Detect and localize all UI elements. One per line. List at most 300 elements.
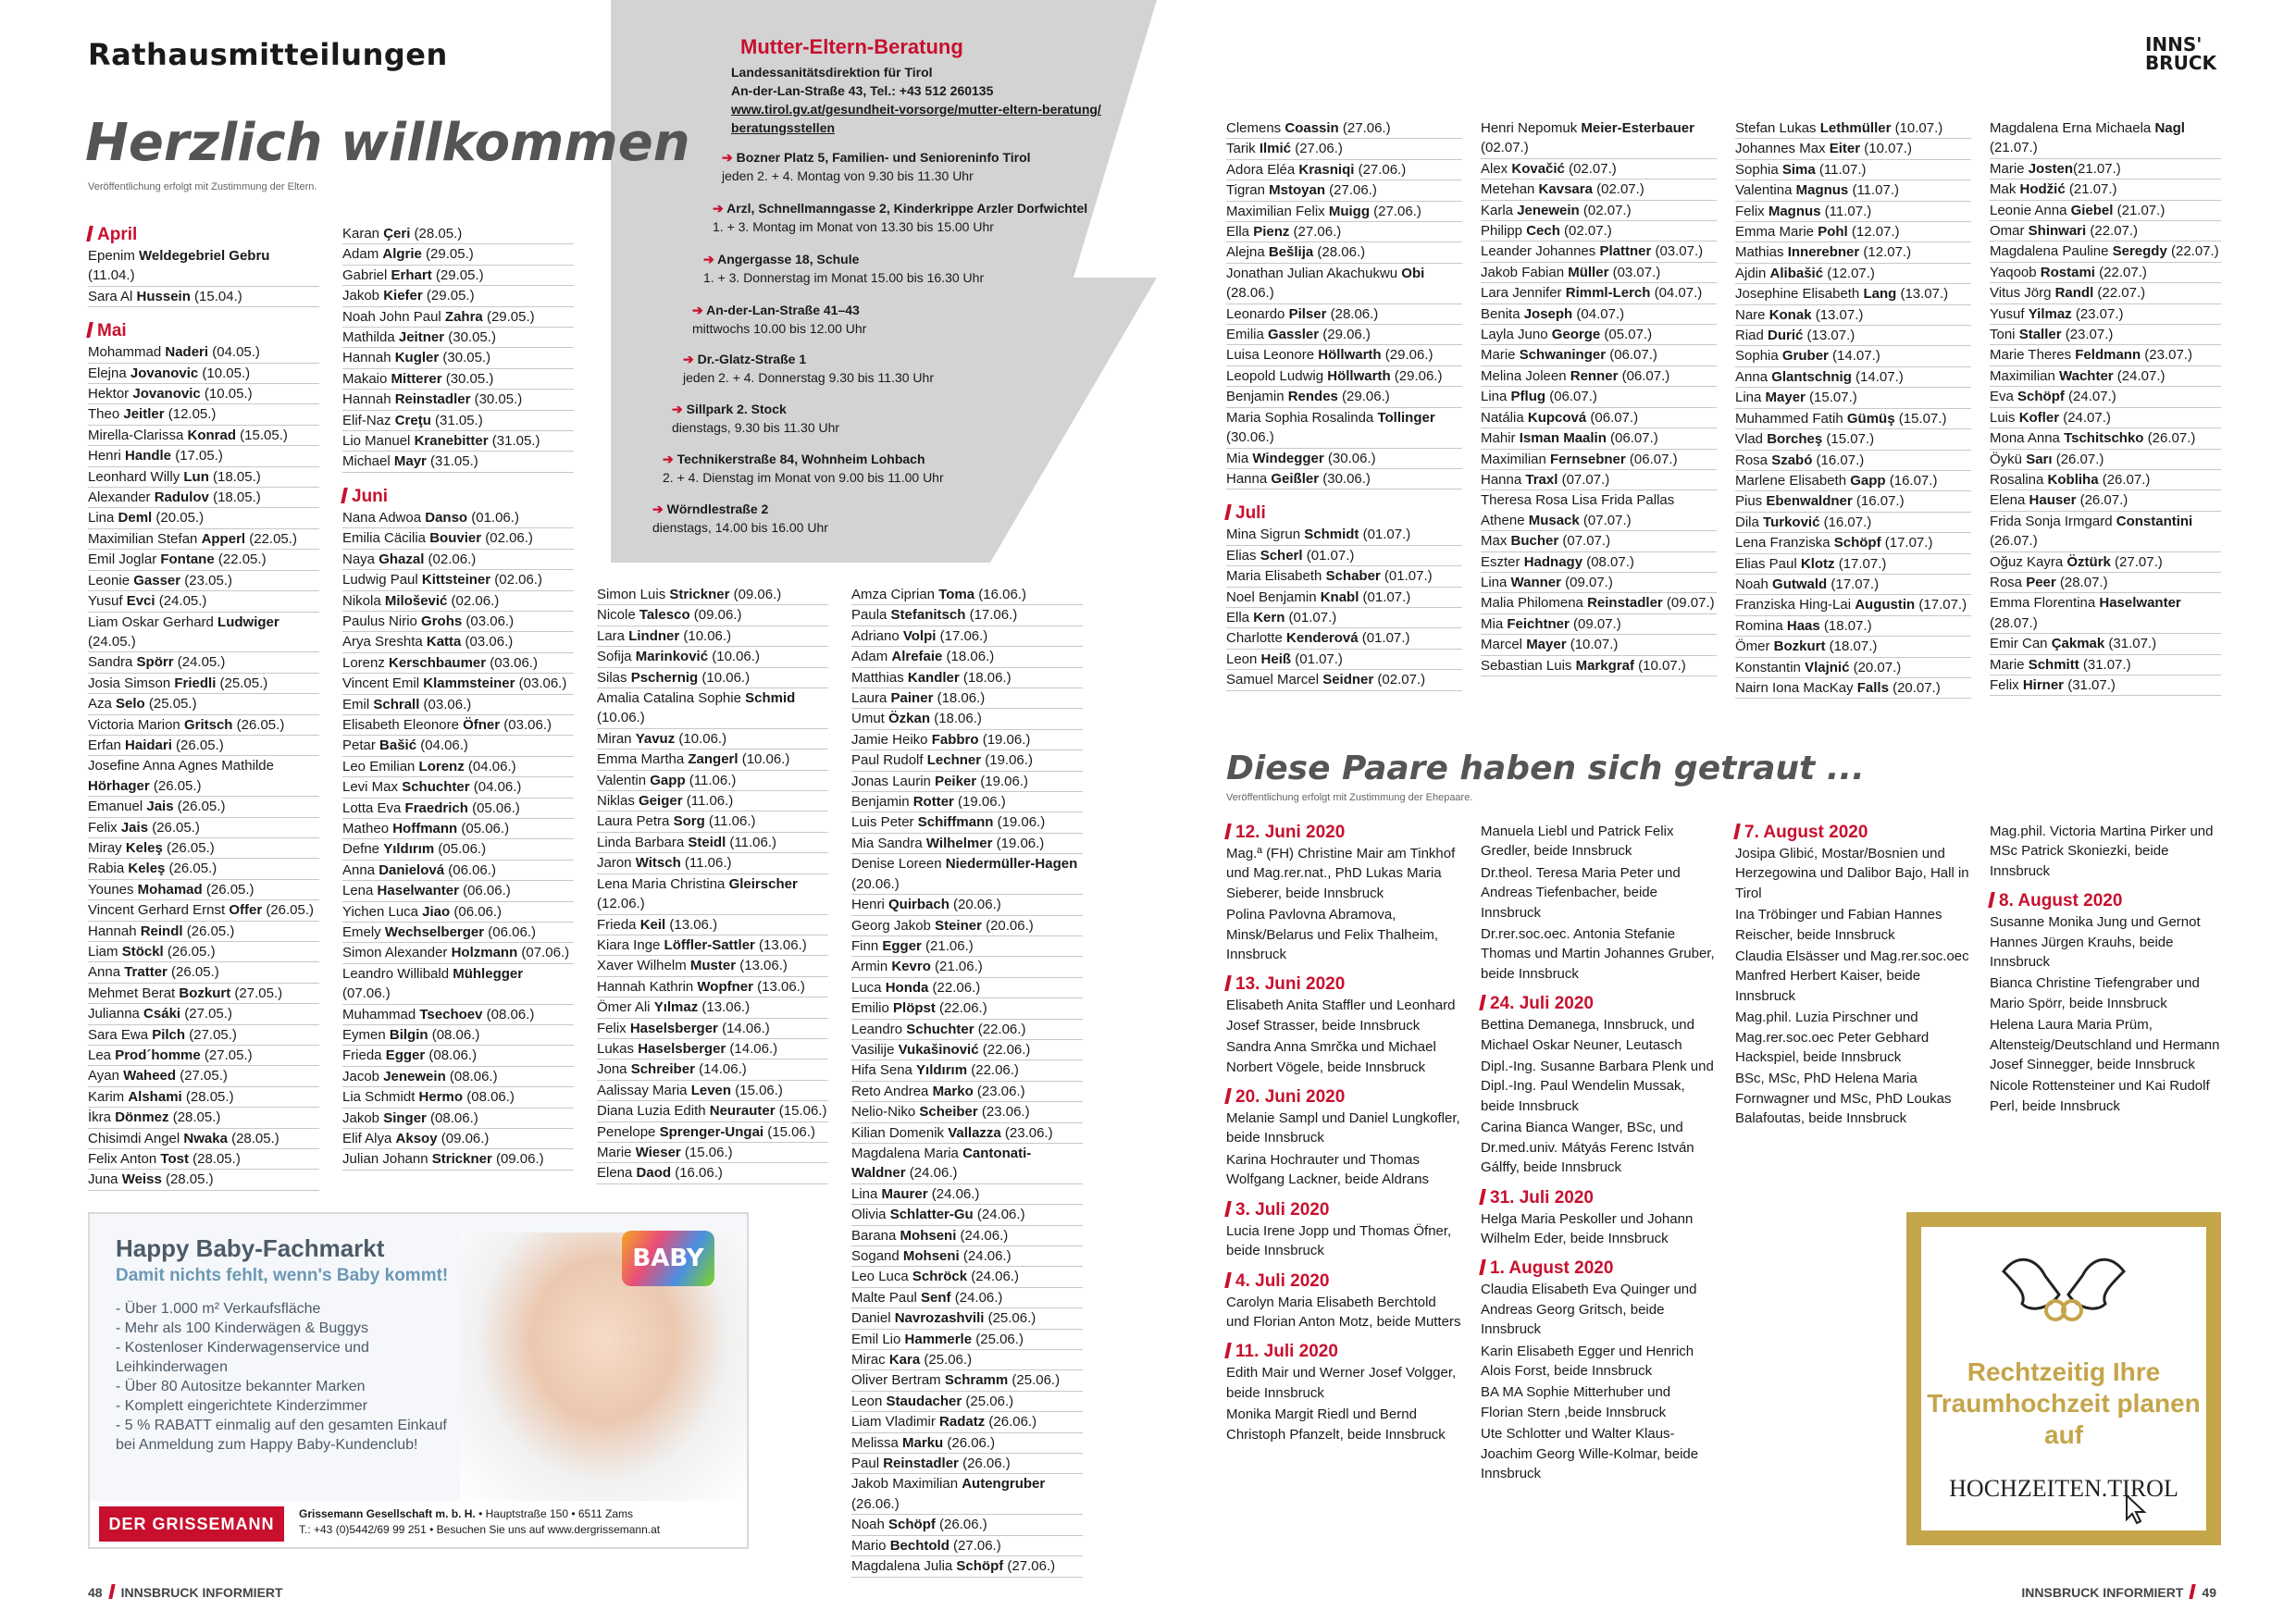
birth-entry: Adora Eléa Krasniqi (27.06.)	[1226, 160, 1462, 180]
birth-entry: Lina Wanner (09.07.)	[1481, 573, 1717, 593]
birth-entry: Silas Pschernig (10.06.)	[597, 668, 828, 688]
birth-entry: Marie Theres Feldmann (23.07.)	[1990, 345, 2221, 365]
wedding-date-heading: 3. Juli 2020	[1226, 1199, 1462, 1221]
births-note: Veröffentlichung erfolgt mit Zustimmung der Eltern.	[88, 181, 317, 192]
birth-entry: Magdalena Erna Michaela Nagl (21.07.)	[1990, 118, 2221, 159]
wedding-entry: Nicole Rottensteiner und Kai Rudolf Perl, beide Innsbruck	[1990, 1078, 2210, 1114]
grissemann-logo: DER GRISSEMANN	[99, 1506, 284, 1542]
wedding-entry: Manuela Liebl und Patrick Felix Gredler, beide Innsbruck	[1481, 824, 1674, 860]
birth-entry: Noah Gutwald (17.07.)	[1735, 575, 1971, 595]
birth-entry: Hifa Sena Yıldırım (22.06.)	[851, 1060, 1083, 1081]
birth-entry: Benita Joseph (04.07.)	[1481, 304, 1717, 325]
birth-entry: Hannah Reindl (26.05.)	[88, 922, 319, 942]
birth-entry: Lena Haselwanter (06.06.)	[342, 881, 574, 901]
birth-entry: Leonhard Willy Lun (18.05.)	[88, 467, 319, 488]
birth-entry: Laura Petra Sorg (11.06.)	[597, 812, 828, 832]
month-heading: Mai	[88, 320, 319, 342]
month-heading: April	[88, 224, 319, 246]
cursor-icon	[2125, 1493, 2149, 1525]
birth-entry: Riad Durić (13.07.)	[1735, 326, 1971, 346]
birth-entry: Younes Mohamad (26.05.)	[88, 880, 319, 900]
wedding-entry: Ina Tröbinger und Fabian Hannes Reischer, beide Innsbruck	[1735, 907, 1942, 943]
wedding-entry: Edith Mair und Werner Josef Volgger, beide Innsbruck	[1226, 1365, 1457, 1401]
birth-entry: Lina Deml (20.05.)	[88, 508, 319, 528]
birth-entry: Sogand Mohseni (24.06.)	[851, 1246, 1083, 1267]
wedding-entry: Elisabeth Anita Staffler und Leonhard Josef Strasser, beide Innsbruck	[1226, 997, 1456, 1034]
wedding-entry: Helga Maria Peskoller und Johann Wilhelm Eder, beide Innsbruck	[1481, 1210, 1694, 1246]
birth-entry: Kiara Inge Löffler-Sattler (13.06.)	[597, 935, 828, 956]
beratung-link[interactable]: www.tirol.gv.at/gesundheit-vorsorge/mutter-eltern-beratung/	[731, 102, 1101, 117]
ad-feature: - Kostenloser Kinderwagenservice und Leihkinderwagen	[116, 1338, 467, 1377]
births-column-8	[1990, 118, 2221, 696]
location-time: dienstags, 9.30 bis 11.30 Uhr	[672, 420, 840, 435]
birth-entry: Tigran Mstoyan (27.06.)	[1226, 180, 1462, 201]
birth-entry: Rosa Szabó (16.07.)	[1735, 451, 1971, 471]
birth-entry: Mak Hodžić (21.07.)	[1990, 180, 2221, 200]
birth-entry: Vincent Gerhard Ernst Offer (26.05.)	[88, 900, 319, 921]
birth-entry: Josephine Elisabeth Lang (13.07.)	[1735, 284, 1971, 304]
weddings-note: Veröffentlichung erfolgt mit Zustimmung der Ehepaare.	[1226, 792, 1473, 803]
birth-entry: Lotta Eva Fraedrich (05.06.)	[342, 799, 574, 819]
location-time: dienstags, 14.00 bis 16.00 Uhr	[652, 520, 828, 535]
birth-entry: Diana Luzia Edith Neurauter (15.06.)	[597, 1101, 828, 1121]
birth-entry: Ludwig Paul Kittsteiner (02.06.)	[342, 570, 574, 590]
birth-entry: Gabriel Erhart (29.05.)	[342, 266, 574, 286]
birth-entry: Emil Lio Hammerle (25.06.)	[851, 1330, 1083, 1350]
birth-entry: Öykü Sarı (26.07.)	[1990, 450, 2221, 470]
birth-entry: Elejna Jovanovic (10.05.)	[88, 364, 319, 384]
birth-entry: Lena Franziska Schöpf (17.07.)	[1735, 533, 1971, 553]
birth-entry: Paula Stefanitsch (17.06.)	[851, 605, 1083, 626]
birth-entry: Hannah Reinstadler (30.05.)	[342, 390, 574, 410]
birth-entry: Leandro Willibald Mühlegger (07.06.)	[342, 964, 574, 1005]
birth-entry: Sara Ewa Pilch (27.05.)	[88, 1025, 319, 1046]
birth-entry: Lia Schmidt Hermo (08.06.)	[342, 1087, 574, 1108]
wedding-entry: Mag.ª (FH) Christine Mair am Tinkhof und Mag.rer.nat., PhD Lukas Maria Sieberer, beide Innsbruck	[1226, 846, 1456, 901]
birth-entry: Adam Algrie (29.05.)	[342, 244, 574, 265]
birth-entry: Emilia Gassler (29.06.)	[1226, 325, 1462, 345]
birth-entry: Valentin Gapp (11.06.)	[597, 771, 828, 791]
birth-entry: Dila Turković (16.07.)	[1735, 513, 1971, 533]
birth-entry: Johannes Max Eiter (10.07.)	[1735, 139, 1971, 159]
birth-entry: Jaron Witsch (11.06.)	[597, 853, 828, 873]
birth-entry: Emilio Plöpst (22.06.)	[851, 998, 1083, 1019]
beratung-link-2[interactable]: beratungsstellen	[731, 120, 836, 135]
birth-entry: Karla Jenewein (02.07.)	[1481, 201, 1717, 221]
birth-entry: Victoria Marion Gritsch (26.05.)	[88, 715, 319, 736]
birth-entry: Nicole Talesco (09.06.)	[597, 605, 828, 626]
birth-entry: Nare Konak (13.07.)	[1735, 305, 1971, 326]
birth-entry: Mirac Kara (25.06.)	[851, 1350, 1083, 1370]
beratung-title: Mutter-Eltern-Beratung	[740, 35, 963, 58]
birth-entry: Marie Wieser (15.06.)	[597, 1143, 828, 1163]
birth-entry: Lina Pflug (06.07.)	[1481, 387, 1717, 407]
birth-entry: Liam Stöckl (26.05.)	[88, 942, 319, 962]
births-column-4	[851, 585, 1083, 1578]
wedding-entry: BA MA Sophie Mitterhuber und Florian Stern ,beide Innsbruck	[1481, 1384, 1671, 1420]
birth-entry: Emma Marie Pohl (12.07.)	[1735, 222, 1971, 242]
births-column-3	[597, 585, 828, 1184]
footer-left: 48 INNSBRUCK INFORMIERT	[88, 1585, 283, 1600]
birth-entry: Kilian Domenik Vallazza (23.06.)	[851, 1123, 1083, 1144]
birth-entry: Mathias Innerebner (12.07.)	[1735, 242, 1971, 263]
location-time: jeden 2. + 4. Montag von 9.30 bis 11.30 Uhr	[722, 168, 974, 183]
ad-features	[116, 1299, 467, 1455]
birth-entry: Simon Luis Strickner (09.06.)	[597, 585, 828, 605]
birth-entry: Maximilian Wachter (24.07.)	[1990, 366, 2221, 387]
birth-entry: Marie Josten(21.07.)	[1990, 159, 2221, 180]
wedding-date-heading: 1. August 2020	[1481, 1258, 1717, 1280]
wedding-entry: Mag.phil. Victoria Martina Pirker und MSc Patrick Skoniezki, beide Innsbruck	[1990, 824, 2214, 879]
birth-entry: Petar Bašić (04.06.)	[342, 736, 574, 756]
birth-entry: Elif Alya Aksoy (09.06.)	[342, 1129, 574, 1149]
birth-entry: Elif-Naz Creţu (31.05.)	[342, 411, 574, 431]
beratung-location	[663, 450, 1061, 487]
birth-entry: Armin Kevro (21.06.)	[851, 957, 1083, 977]
beratung-location	[703, 250, 1101, 287]
birth-entry: Lea Prod´homme (27.05.)	[88, 1046, 319, 1066]
birth-entry: Anna Danielová (06.06.)	[342, 861, 574, 881]
weddings-column-2	[1481, 822, 1717, 1485]
birth-entry: Leopold Ludwig Höllwarth (29.06.)	[1226, 366, 1462, 387]
birth-entry: Finn Egger (21.06.)	[851, 936, 1083, 957]
birth-entry: Elias Scherl (01.07.)	[1226, 546, 1462, 566]
birth-entry: Aza Selo (25.05.)	[88, 694, 319, 714]
birth-entry: Emma Florentina Haselwanter (28.07.)	[1990, 593, 2221, 634]
birth-entry: Nana Adwoa Danso (01.06.)	[342, 508, 574, 528]
happy-baby-ad[interactable]	[88, 1212, 749, 1549]
birth-entry: Naya Ghazal (02.06.)	[342, 550, 574, 570]
location-name: ➔ Bozner Platz 5, Familien- und Senioreninfo Tirol	[722, 148, 1120, 167]
birth-entry: Adam Alrefaie (18.06.)	[851, 647, 1083, 667]
birth-entry: Theo Jeitler (12.05.)	[88, 404, 319, 425]
location-time: 1. + 3. Montag im Monat von 13.30 bis 15.00 Uhr	[713, 219, 994, 234]
birth-entry: Eymen Bilgin (08.06.)	[342, 1025, 574, 1046]
birth-entry: Mathilda Jeitner (30.05.)	[342, 328, 574, 348]
wedding-date-heading: 11. Juli 2020	[1226, 1341, 1462, 1363]
birth-entry: Mina Sigrun Schmidt (01.07.)	[1226, 525, 1462, 545]
birth-entry: Benjamin Rendes (29.06.)	[1226, 387, 1462, 407]
birth-entry: Elisabeth Eleonore Öfner (03.06.)	[342, 715, 574, 736]
birth-entry: Amza Ciprian Toma (16.06.)	[851, 585, 1083, 605]
birth-entry: Jakob Fabian Müller (03.07.)	[1481, 263, 1717, 283]
wedding-entry: Claudia Elisabeth Eva Quinger und Andreas Georg Gritsch, beide Innsbruck	[1481, 1282, 1697, 1338]
birth-entry: Frida Sonja Irmgard Constantini (26.07.)	[1990, 512, 2221, 552]
innsbruck-logo: INNS' BRUCK	[2144, 33, 2216, 74]
birth-entry: Marcel Mayer (10.07.)	[1481, 635, 1717, 655]
birth-entry: Makaio Mitterer (30.05.)	[342, 369, 574, 390]
wedding-date-heading: 24. Juli 2020	[1481, 993, 1717, 1015]
birth-entry: Felix Hirner (31.07.)	[1990, 675, 2221, 696]
birth-entry: Hannah Kugler (30.05.)	[342, 348, 574, 368]
birth-entry: Adriano Volpi (17.06.)	[851, 626, 1083, 647]
birth-entry: Julian Johann Strickner (09.06.)	[342, 1149, 574, 1170]
birth-entry: Valentina Magnus (11.07.)	[1735, 180, 1971, 201]
birth-entry: Anna Glantschnig (14.07.)	[1735, 367, 1971, 388]
birth-entry: Pius Ebenwaldner (16.07.)	[1735, 491, 1971, 512]
birth-entry: Marie Schwaninger (06.07.)	[1481, 345, 1717, 365]
birth-entry: Noah John Paul Zahra (29.05.)	[342, 307, 574, 328]
births-column-5	[1226, 118, 1462, 691]
birth-entry: Franziska Hing-Lai Augustin (17.07.)	[1735, 595, 1971, 615]
location-name: ➔ Technikerstraße 84, Wohnheim Lohbach	[663, 450, 1061, 468]
birth-entry: Eszter Hadnagy (08.07.)	[1481, 552, 1717, 573]
weddings-column-4	[1990, 822, 2221, 1118]
birth-entry: Magdalena Julia Schöpf (27.06.)	[851, 1556, 1083, 1577]
birth-entry: Omar Shinwari (22.07.)	[1990, 221, 2221, 242]
ad-subtitle: Damit nichts fehlt, wenn's Baby kommt!	[116, 1266, 449, 1285]
birth-entry: Paulus Nirio Grohs (03.06.)	[342, 612, 574, 632]
wedding-entry: Claudia Elsässer und Mag.rer.soc.oec Manfred Herbert Kaiser, beide Innsbruck	[1735, 948, 1969, 1004]
birth-entry: Luis Peter Schiffmann (19.06.)	[851, 812, 1083, 833]
birth-entry: Liam Oskar Gerhard Ludwiger (24.05.)	[88, 613, 319, 653]
hochzeiten-tirol-ad[interactable]	[1906, 1212, 2221, 1545]
birth-entry: Levi Max Schuchter (04.06.)	[342, 777, 574, 798]
birth-entry: Lara Lindner (10.06.)	[597, 626, 828, 647]
birth-entry: Emanuel Jais (26.05.)	[88, 797, 319, 817]
birth-entry: Elena Daod (16.06.)	[597, 1163, 828, 1183]
wedding-entry: Carina Bianca Wanger, BSc, und Dr.med.univ. Mátyás Ferenc István Gálffy, beide Innsbruck	[1481, 1120, 1694, 1176]
ad-feature: - Komplett eingerichtete Kinderzimmer	[116, 1396, 467, 1416]
weddings-column-1	[1226, 822, 1462, 1446]
birth-entry: Noel Benjamin Knabl (01.07.)	[1226, 588, 1462, 608]
birth-entry: Epenim Weldegebriel Gebru (11.04.)	[88, 246, 319, 287]
birth-entry: Noah Schöpf (26.06.)	[851, 1515, 1083, 1535]
birth-entry: Vlad Borcheş (15.07.)	[1735, 429, 1971, 450]
birth-entry: Emir Can Çakmak (31.07.)	[1990, 634, 2221, 654]
wedding-entry: Mag.phil. Luzia Pirschner und Mag.rer.soc.oec Peter Gebhard Hackspiel, beide Innsbruck	[1735, 1010, 1930, 1066]
ad-feature: - Mehr als 100 Kinderwägen & Buggys	[116, 1319, 467, 1338]
wedding-entry: Bettina Demanega, Innsbruck, und Michael Oskar Neuner, Leutasch	[1481, 1017, 1694, 1053]
birth-entry: Melissa Marku (26.06.)	[851, 1433, 1083, 1454]
wedding-date-heading: 12. Juni 2020	[1226, 822, 1462, 844]
birth-entry: Toni Staller (23.07.)	[1990, 325, 2221, 345]
birth-entry: Jacob Jenewein (08.06.)	[342, 1067, 574, 1087]
birth-entry: Vasilije Vukašinović (22.06.)	[851, 1040, 1083, 1060]
birth-entry: Jakob Singer (08.06.)	[342, 1109, 574, 1129]
birth-entry: Leon Heiß (01.07.)	[1226, 650, 1462, 670]
birth-entry: Vitus Jörg Randl (22.07.)	[1990, 283, 2221, 304]
birth-entry: Natália Kupcová (06.07.)	[1481, 408, 1717, 428]
birth-entry: Emil Schrall (03.06.)	[342, 695, 574, 715]
birth-entry: Michael Mayr (31.05.)	[342, 452, 574, 472]
ad-feature: - Über 80 Autositze bekannter Marken	[116, 1377, 467, 1396]
weddings-column-3	[1735, 822, 1976, 1131]
birth-entry: Layla Juno George (05.07.)	[1481, 325, 1717, 345]
birth-entry: Jakob Kiefer (29.05.)	[342, 286, 574, 306]
birth-entry: Alexander Radulov (18.05.)	[88, 488, 319, 508]
birth-entry: Maria Elisabeth Schaber (01.07.)	[1226, 566, 1462, 587]
birth-entry: Vincent Emil Klammsteiner (03.06.)	[342, 674, 574, 694]
doves-rings-icon	[1994, 1244, 2133, 1345]
wedding-entry: Josipa Glibić, Mostar/Bosnien und Herzegowina und Dalibor Bajo, Hall in Tirol	[1735, 846, 1969, 901]
location-time: 2. + 4. Dienstag im Monat von 9.00 bis 11.00 Uhr	[663, 470, 944, 485]
wedding-entry: Dr.rer.soc.oec. Antonia Stefanie Thomas und Martin Johannes Gruber, beide Innsbruck	[1481, 926, 1715, 982]
birth-entry: Luisa Leonore Höllwarth (29.06.)	[1226, 345, 1462, 365]
birth-entry: Marlene Elisabeth Gapp (16.07.)	[1735, 471, 1971, 491]
birth-entry: Paul Rudolf Lechner (19.06.)	[851, 750, 1083, 771]
birth-entry: Karim Alshami (28.05.)	[88, 1087, 319, 1108]
footer-right: INNSBRUCK INFORMIERT 49	[2021, 1585, 2216, 1600]
beratung-location	[672, 400, 1070, 437]
birth-entry: Clemens Coassin (27.06.)	[1226, 118, 1462, 139]
ad-title: Happy Baby-Fachmarkt	[116, 1234, 385, 1262]
birth-entry: Jamie Heiko Fabbro (19.06.)	[851, 730, 1083, 750]
birth-entry: Georg Jakob Steiner (20.06.)	[851, 916, 1083, 936]
birth-entry: Niklas Geiger (11.06.)	[597, 791, 828, 812]
birth-entry: Max Bucher (07.07.)	[1481, 531, 1717, 551]
birth-entry: Henri Nepomuk Meier-Esterbauer (02.07.)	[1481, 118, 1717, 159]
birth-entry: Romina Haas (18.07.)	[1735, 616, 1971, 637]
hochzeit-ad-text: Rechtzeitig Ihre Traumhochzeit planen auf	[1927, 1357, 2201, 1449]
birth-entry: Emil Joglar Fontane (22.05.)	[88, 550, 319, 570]
wedding-entry: Carolyn Maria Elisabeth Berchtold und Florian Anton Motz, beide Mutters	[1226, 1294, 1461, 1330]
birth-entry: Juna Weiss (28.05.)	[88, 1170, 319, 1190]
birth-entry: Lena Maria Christina Gleirscher (12.06.)	[597, 874, 828, 915]
birth-entry: Nikola Milošević (02.06.)	[342, 591, 574, 612]
birth-entry: Luca Honda (22.06.)	[851, 978, 1083, 998]
birth-entry: Felix Anton Tost (28.05.)	[88, 1149, 319, 1170]
birth-entry: Magdalena Maria Cantonati-Waldner (24.06.)	[851, 1144, 1083, 1184]
birth-entry: Liam Vladimir Radatz (26.06.)	[851, 1412, 1083, 1432]
birth-entry: Benjamin Rotter (19.06.)	[851, 792, 1083, 812]
birth-entry: Yaqoob Rostami (22.07.)	[1990, 263, 2221, 283]
birth-entry: Julianna Csáki (27.05.)	[88, 1004, 319, 1024]
birth-entry: Magdalena Pauline Seregdy (22.07.)	[1990, 242, 2221, 262]
birth-entry: Luis Kofler (24.07.)	[1990, 408, 2221, 428]
birth-entry: Penelope Sprenger-Ungai (15.06.)	[597, 1122, 828, 1143]
location-name: ➔ Sillpark 2. Stock	[672, 400, 1070, 418]
births-column-2	[342, 224, 574, 1171]
birth-entry: Sara Al Hussein (15.04.)	[88, 287, 319, 307]
beratung-location	[692, 301, 1090, 338]
birth-entry: Oliver Bertram Schramm (25.06.)	[851, 1370, 1083, 1391]
birth-entry: Felix Jais (26.05.)	[88, 818, 319, 838]
location-name: ➔ An-der-Lan-Straße 41–43	[692, 301, 1090, 319]
month-heading: Juni	[342, 486, 574, 508]
birth-entry: Miran Yavuz (10.06.)	[597, 729, 828, 750]
birth-entry: Ayan Waheed (27.05.)	[88, 1066, 319, 1086]
birth-entry: Leonardo Pilser (28.06.)	[1226, 304, 1462, 325]
birth-entry: Melina Joleen Renner (06.07.)	[1481, 366, 1717, 387]
wedding-entry: Polina Pavlovna Abramova, Minsk/Belarus und Felix Thalheim, Innsbruck	[1226, 907, 1438, 963]
birth-entry: Emilia Cäcilia Bouvier (02.06.)	[342, 528, 574, 549]
birth-entry: Leo Luca Schröck (24.06.)	[851, 1267, 1083, 1287]
ad-footer	[90, 1501, 747, 1547]
beratung-location	[713, 199, 1111, 236]
birth-entry: Umut Özkan (18.06.)	[851, 709, 1083, 729]
birth-entry: Denise Loreen Niedermüller-Hagen (20.06.)	[851, 854, 1083, 895]
birth-entry: Lina Maurer (24.06.)	[851, 1184, 1083, 1205]
birth-entry: Chisimdi Angel Nwaka (28.05.)	[88, 1129, 319, 1149]
birth-entry: Mia Windegger (30.06.)	[1226, 449, 1462, 469]
birth-entry: Jakob Maximilian Autengruber (26.06.)	[851, 1474, 1083, 1515]
birth-entry: Hanna Geißler (30.06.)	[1226, 469, 1462, 489]
birth-entry: Olivia Schlatter-Gu (24.06.)	[851, 1205, 1083, 1225]
location-time: mittwochs 10.00 bis 12.00 Uhr	[692, 321, 867, 336]
wedding-entry: Bianca Christine Tiefengraber und Mario Spörr, beide Innsbruck	[1990, 975, 2200, 1011]
birth-entry: Muhammed Fatih Gümüş (15.07.)	[1735, 409, 1971, 429]
birth-entry: Konstantin Vlajnić (20.07.)	[1735, 658, 1971, 678]
birth-entry: Leandro Schuchter (22.06.)	[851, 1020, 1083, 1040]
wedding-date-heading: 31. Juli 2020	[1481, 1187, 1717, 1209]
location-name: ➔ Angergasse 18, Schule	[703, 250, 1101, 268]
birth-entry: Elias Paul Klotz (17.07.)	[1735, 554, 1971, 575]
births-column-1	[88, 224, 319, 1191]
birth-entry: Marie Schmitt (31.07.)	[1990, 655, 2221, 675]
wedding-date-heading: 13. Juni 2020	[1226, 973, 1462, 996]
section-title: Rathausmitteilungen	[88, 37, 448, 72]
birth-entry: Yichen Luca Jiao (06.06.)	[342, 902, 574, 923]
birth-entry: Ömer Ali Yılmaz (13.06.)	[597, 997, 828, 1018]
birth-entry: Leo Emilian Lorenz (04.06.)	[342, 757, 574, 777]
birth-entry: Miray Keleş (26.05.)	[88, 838, 319, 859]
location-time: jeden 2. + 4. Donnerstag 9.30 bis 11.30 Uhr	[683, 370, 934, 385]
birth-entry: Lina Mayer (15.07.)	[1735, 388, 1971, 408]
beratung-contact: Landessanitätsdirektion für Tirol An-der-Lan-Straße 43, Tel.: +43 512 260135 www.tirol.gv.at/gesundheit-vorsorge/mutter-eltern-beratung/ beratungsstellen	[731, 63, 1120, 137]
birth-entry: Ömer Bozkurt (18.07.)	[1735, 637, 1971, 657]
birth-entry: Felix Haselsberger (14.06.)	[597, 1019, 828, 1039]
births-column-7	[1735, 118, 1971, 699]
location-name: ➔ Arzl, Schnellmanngasse 2, Kinderkrippe Arzler Dorfwichtel	[713, 199, 1111, 217]
birth-entry: Stefan Lukas Lethmüller (10.07.)	[1735, 118, 1971, 139]
birth-entry: Sofija Marinković (10.06.)	[597, 647, 828, 667]
birth-entry: Leon Staudacher (25.06.)	[851, 1392, 1083, 1412]
wedding-entry: Susanne Monika Jung und Gernot Hannes Jürgen Krauhs, beide Innsbruck	[1990, 914, 2201, 971]
birth-entry: Malte Paul Senf (24.06.)	[851, 1288, 1083, 1308]
wedding-entry: BSc, MSc, PhD Helena Maria Fornwagner und MSc, PhD Loukas Balafoutas, beide Innsbruck	[1735, 1071, 1952, 1127]
wedding-entry: Sandra Anna Smrčka und Michael Norbert Vögele, beide Innsbruck	[1226, 1039, 1436, 1075]
location-name: ➔ Wörndlestraße 2	[652, 500, 1050, 518]
birth-entry: Mario Bechtold (27.06.)	[851, 1536, 1083, 1556]
birth-entry: Henri Handle (17.05.)	[88, 446, 319, 466]
birth-entry: Aalissay Maria Leven (15.06.)	[597, 1081, 828, 1101]
page-number-right: 49	[2202, 1585, 2216, 1600]
birth-entry: Mia Sandra Wilhelmer (19.06.)	[851, 834, 1083, 854]
birth-entry: Arya Sreshta Katta (03.06.)	[342, 632, 574, 652]
birth-entry: Paul Reinstadler (26.06.)	[851, 1454, 1083, 1474]
birth-entry: Philipp Cech (02.07.)	[1481, 221, 1717, 242]
birth-entry: Leonie Gasser (23.05.)	[88, 571, 319, 591]
birth-entry: Frieda Keil (13.06.)	[597, 915, 828, 935]
birth-entry: Amalia Catalina Sophie Schmid (10.06.)	[597, 688, 828, 729]
birth-entry: Sophia Gruber (14.07.)	[1735, 346, 1971, 366]
birth-entry: Maria Sophia Rosalinda Tollinger (30.06.)	[1226, 408, 1462, 449]
birth-entry: Muhammad Tsechoev (08.06.)	[342, 1005, 574, 1025]
wedding-entry: Monika Margit Riedl und Bernd Christoph Pfanzelt, beide Innsbruck	[1226, 1406, 1446, 1443]
birth-entry: Karan Çeri (28.05.)	[342, 224, 574, 244]
birth-entry: Ella Pienz (27.06.)	[1226, 222, 1462, 242]
birth-entry: Metehan Kavsara (02.07.)	[1481, 180, 1717, 200]
birth-entry: Nelio-Niko Scheiber (23.06.)	[851, 1102, 1083, 1122]
birth-entry: Sandra Spörr (24.05.)	[88, 652, 319, 673]
birth-entry: Josefine Anna Agnes Mathilde Hörhager (26.05.)	[88, 756, 319, 797]
birth-entry: Yusuf Evci (24.05.)	[88, 591, 319, 612]
birth-entry: Emely Wechselberger (06.06.)	[342, 923, 574, 943]
birth-entry: Oğuz Kayra Öztürk (27.07.)	[1990, 552, 2221, 573]
birth-entry: Matthias Kandler (18.06.)	[851, 668, 1083, 688]
wedding-entry: Karina Hochrauter und Thomas Wolfgang Lackner, beide Aldrans	[1226, 1151, 1430, 1188]
birth-entry: Mohammad Naderi (04.05.)	[88, 342, 319, 363]
birth-entry: Hannah Kathrin Wopfner (13.06.)	[597, 977, 828, 997]
birth-entry: Maximilian Stefan Apperl (22.05.)	[88, 529, 319, 550]
birth-entry: Matheo Hoffmann (05.06.)	[342, 819, 574, 839]
birth-entry: Malia Philomena Reinstadler (09.07.)	[1481, 593, 1717, 613]
birth-entry: Felix Magnus (11.07.)	[1735, 202, 1971, 222]
birth-entry: Emma Martha Zangerl (10.06.)	[597, 750, 828, 770]
birth-entry: Mia Feichtner (09.07.)	[1481, 614, 1717, 635]
birth-entry: Charlotte Kenderová (01.07.)	[1226, 628, 1462, 649]
